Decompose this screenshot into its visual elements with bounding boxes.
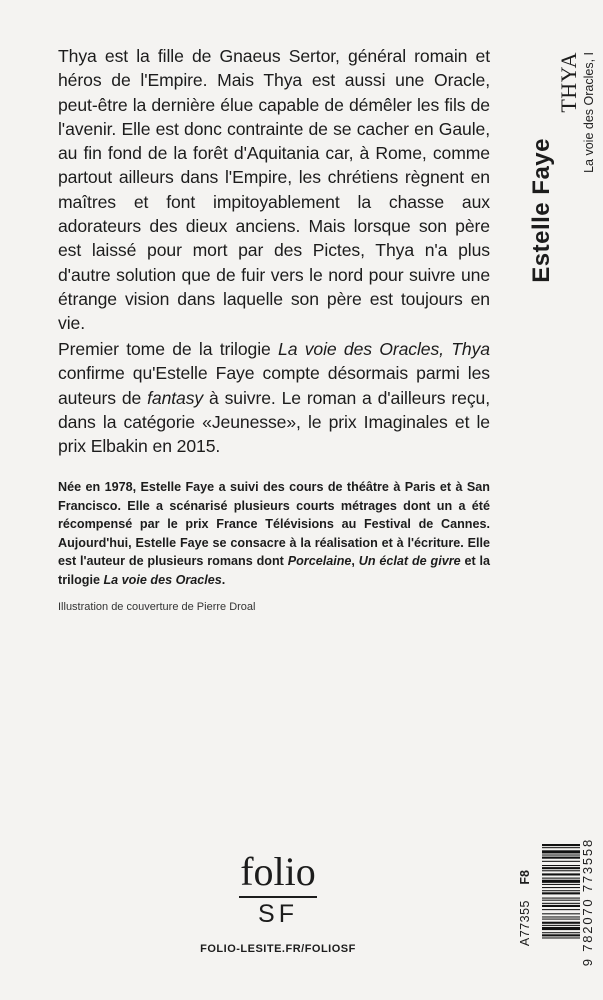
spine-author: Estelle Faye <box>528 138 555 283</box>
barcode-bar <box>542 865 580 866</box>
barcode-bar <box>542 890 580 891</box>
barcode-bar <box>542 855 580 856</box>
blurb-paragraph-2 <box>58 337 490 458</box>
barcode-bar <box>542 887 580 888</box>
logo-sf-text: SF <box>258 900 298 928</box>
barcode-block <box>518 838 603 993</box>
bio-work-1: Porcelaine <box>287 554 352 569</box>
barcode-bar <box>542 922 580 924</box>
bio-work-2: Un éclat de givre <box>358 554 461 569</box>
barcode-bar <box>542 867 580 869</box>
barcode-bar <box>542 934 580 936</box>
bio-text: Née en 1978, Estelle Faye a suivi des cours de théâtre à Paris et à San Francisco. Elle a scénarisé plusieurs courts métrages dont un a été récompensé par le prix France Télévisions au Festival de Cannes. Aujourd'hui, Estelle Faye se consacre à la réalisation et à l'écriture. Elle est l'auteur de plusieurs romans dont <box>58 480 490 569</box>
blurb-p2-fantasy: fantasy <box>147 387 204 408</box>
barcode-bar <box>542 932 580 933</box>
barcode-bar <box>542 844 580 846</box>
reference-code: A77355 <box>518 900 532 947</box>
blurb-p2-title: La voie des Oracles, Thya <box>278 339 490 359</box>
barcode-bar <box>542 884 580 885</box>
website-url: FOLIO-LESITE.FR/FOLIOSF <box>200 943 356 955</box>
price-code: F8 <box>518 870 532 885</box>
barcode-bar <box>542 892 580 894</box>
barcode-bar <box>542 927 580 930</box>
blurb-p2-a: Premier tome de la trilogie <box>58 339 279 359</box>
spine-series: La voie des Oracles, I <box>582 52 596 173</box>
barcode-bar <box>542 847 580 848</box>
blurb-paragraph-1: Thya est la fille de Gnaeus Sertor, général romain et héros de l'Empire. Mais Thya est aussi une Oracle, peut-être la dernière élue capable de démêler les fils de l'avenir. Elle est donc contrainte de se cacher en Gaule, au fin fond de la forêt d'Aquitania car, à Rome, comme partout ailleurs dans l'Empire, les chrétiens règnent en maîtres et font impitoyablement la chasse aux adorateurs des dieux anciens. Mais lorsque son père est laissé pour mort par des Pictes, Thya n'a plus d'autre solution que de fuir vers le nord pour suivre une étrange vision dans laquelle son père est toujours en vie. <box>58 46 490 334</box>
barcode-bar <box>542 905 580 907</box>
illustration-credit: Illustration de couverture de Pierre Droal <box>58 601 256 613</box>
bio-end: . <box>221 572 226 587</box>
blurb-p2-b: confirme qu'Estelle Faye compte désormais parmi les auteurs de <box>58 363 490 408</box>
barcode-bar <box>542 898 580 899</box>
barcode-bar <box>542 880 580 883</box>
barcode-bar <box>542 937 580 938</box>
barcode-bar <box>542 857 580 859</box>
barcode-bar <box>542 878 580 879</box>
barcode-bar <box>542 870 580 871</box>
logo-folio-text: folio <box>240 849 316 894</box>
spine-block <box>500 48 596 318</box>
logo-rule <box>239 896 317 898</box>
barcode-bar <box>542 919 580 920</box>
bio-sep-1: , <box>351 554 359 569</box>
barcode-bar <box>542 913 580 914</box>
barcode-bar <box>542 925 580 926</box>
folio-sf-logo <box>228 849 328 942</box>
barcode-bar <box>542 873 580 875</box>
barcode-bar <box>542 861 580 862</box>
barcode-bars <box>542 844 580 992</box>
barcode-bar <box>542 909 580 910</box>
spine-title: THYA <box>556 52 581 113</box>
barcode-bar <box>542 850 580 853</box>
blurb-p2-c: à suivre. Le roman a d'ailleurs reçu, dans la catégorie «Jeunesse», le prix Imaginales et le prix Elbakin en 2015. <box>58 387 490 457</box>
barcode-bar <box>542 916 580 917</box>
bio-sep-2: et la trilogie <box>58 554 491 587</box>
bio-work-3: La voie des Oracles <box>103 572 222 587</box>
barcode-bar <box>542 900 580 901</box>
isbn-number: 9 782070 773558 <box>580 838 595 967</box>
barcode-bar <box>542 903 580 904</box>
author-bio <box>58 478 490 590</box>
